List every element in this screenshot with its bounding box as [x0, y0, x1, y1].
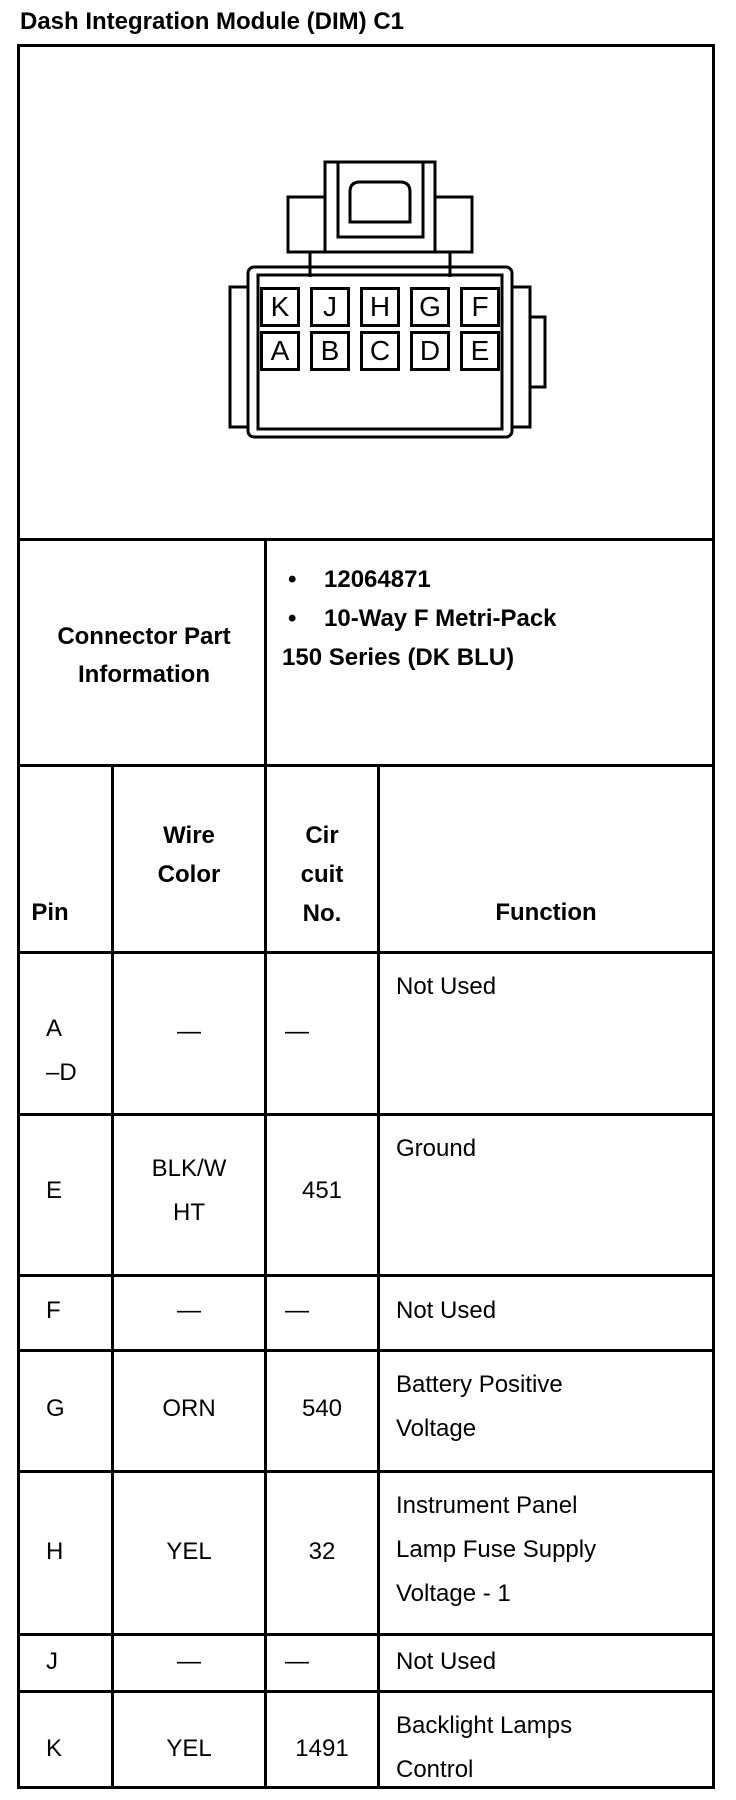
- function-cell: Not Used: [396, 1648, 497, 1675]
- part-number-item: [282, 560, 557, 599]
- connector-part-info: [282, 560, 557, 677]
- circuit-cell: 540: [301, 1395, 343, 1422]
- header-pin: Pin: [31, 899, 69, 926]
- divider: [17, 1113, 715, 1116]
- header-wire-color: [114, 816, 264, 894]
- divider: [17, 1690, 715, 1693]
- header-wire-line: Wire: [163, 822, 215, 849]
- connector-type: 10-Way F Metri-Pack: [324, 605, 557, 632]
- bullet-icon: •: [288, 566, 297, 593]
- function-cell: [396, 1484, 596, 1616]
- divider: [17, 951, 715, 954]
- pin-cell: F: [46, 1297, 61, 1324]
- function-line: Backlight Lamps: [396, 1712, 573, 1739]
- pin-cavity-label: G: [410, 287, 450, 327]
- wire-color-cell: —: [177, 1018, 201, 1045]
- function-line: Voltage: [396, 1415, 477, 1442]
- header-wire-line: Color: [157, 861, 221, 888]
- function-cell: Not Used: [396, 1297, 497, 1324]
- function-line: Instrument Panel: [396, 1492, 578, 1519]
- wire-color-value: HT: [173, 1199, 205, 1226]
- pin-cavity-label: H: [360, 287, 400, 327]
- pin-cavity-label: J: [310, 287, 350, 327]
- pin-value: A: [46, 1015, 63, 1042]
- pin-cell: J: [46, 1648, 58, 1675]
- connector-part-label-line: Information: [78, 660, 210, 688]
- connector-type-item: [282, 599, 557, 638]
- pin-cell: G: [46, 1395, 65, 1422]
- pin-cell: K: [46, 1735, 63, 1762]
- function-cell: Ground: [396, 1135, 477, 1162]
- pin-cavity-label: C: [360, 331, 400, 371]
- page-title: Dash Integration Module (DIM) C1: [20, 8, 404, 35]
- wire-color-value: BLK/W: [151, 1155, 227, 1182]
- connector-bottom-row: [260, 331, 500, 371]
- part-number: 12064871: [324, 566, 431, 593]
- header-circuit-line: cuit: [300, 861, 344, 888]
- header-circuit-no: [267, 816, 377, 933]
- wire-color-cell: —: [177, 1648, 201, 1675]
- bullet-icon: •: [288, 605, 297, 632]
- function-line: Control: [396, 1756, 474, 1783]
- header-function: Function: [495, 899, 597, 926]
- pin-cavity-label: E: [460, 331, 500, 371]
- connector-part-label: [20, 543, 268, 768]
- wire-color-cell: ORN: [162, 1395, 216, 1422]
- divider: [17, 1349, 715, 1352]
- function-line: Lamp Fuse Supply: [396, 1536, 597, 1563]
- wire-color-cell: YEL: [166, 1538, 212, 1565]
- pin-cell: E: [46, 1177, 63, 1204]
- pin-cell: [46, 1007, 77, 1095]
- header-circuit-line: Cir: [305, 822, 339, 849]
- pin-cavity-label: F: [460, 287, 500, 327]
- circuit-cell: 1491: [295, 1735, 349, 1762]
- circuit-cell: —: [285, 1297, 309, 1324]
- circuit-cell: 451: [301, 1177, 343, 1204]
- wire-color-cell: YEL: [166, 1735, 212, 1762]
- circuit-cell: —: [285, 1018, 309, 1045]
- wire-color-cell: —: [177, 1297, 201, 1324]
- pin-cavity-label: A: [260, 331, 300, 371]
- pin-cavity-label: K: [260, 287, 300, 327]
- function-line: Battery Positive: [396, 1371, 563, 1398]
- pin-value: –D: [46, 1059, 77, 1086]
- divider: [17, 1274, 715, 1277]
- function-cell: [396, 1704, 572, 1792]
- divider: [17, 1470, 715, 1473]
- pin-cavity-label: D: [410, 331, 450, 371]
- header-circuit-line: No.: [302, 900, 342, 927]
- pin-cell: H: [46, 1538, 64, 1565]
- connector-series: 150 Series (DK BLU): [282, 644, 515, 671]
- wire-color-cell: [114, 1147, 264, 1235]
- divider: [111, 764, 114, 1789]
- function-cell: [396, 1363, 563, 1451]
- circuit-cell: —: [285, 1648, 309, 1675]
- connector-diagram: [20, 47, 712, 540]
- pin-cavity-label: B: [310, 331, 350, 371]
- divider: [17, 1633, 715, 1636]
- connector-part-label-line: Connector Part: [57, 622, 231, 650]
- function-cell: Not Used: [396, 973, 497, 1000]
- connector-top-row: [260, 287, 500, 327]
- function-line: Voltage - 1: [396, 1580, 511, 1607]
- circuit-cell: 32: [308, 1538, 336, 1565]
